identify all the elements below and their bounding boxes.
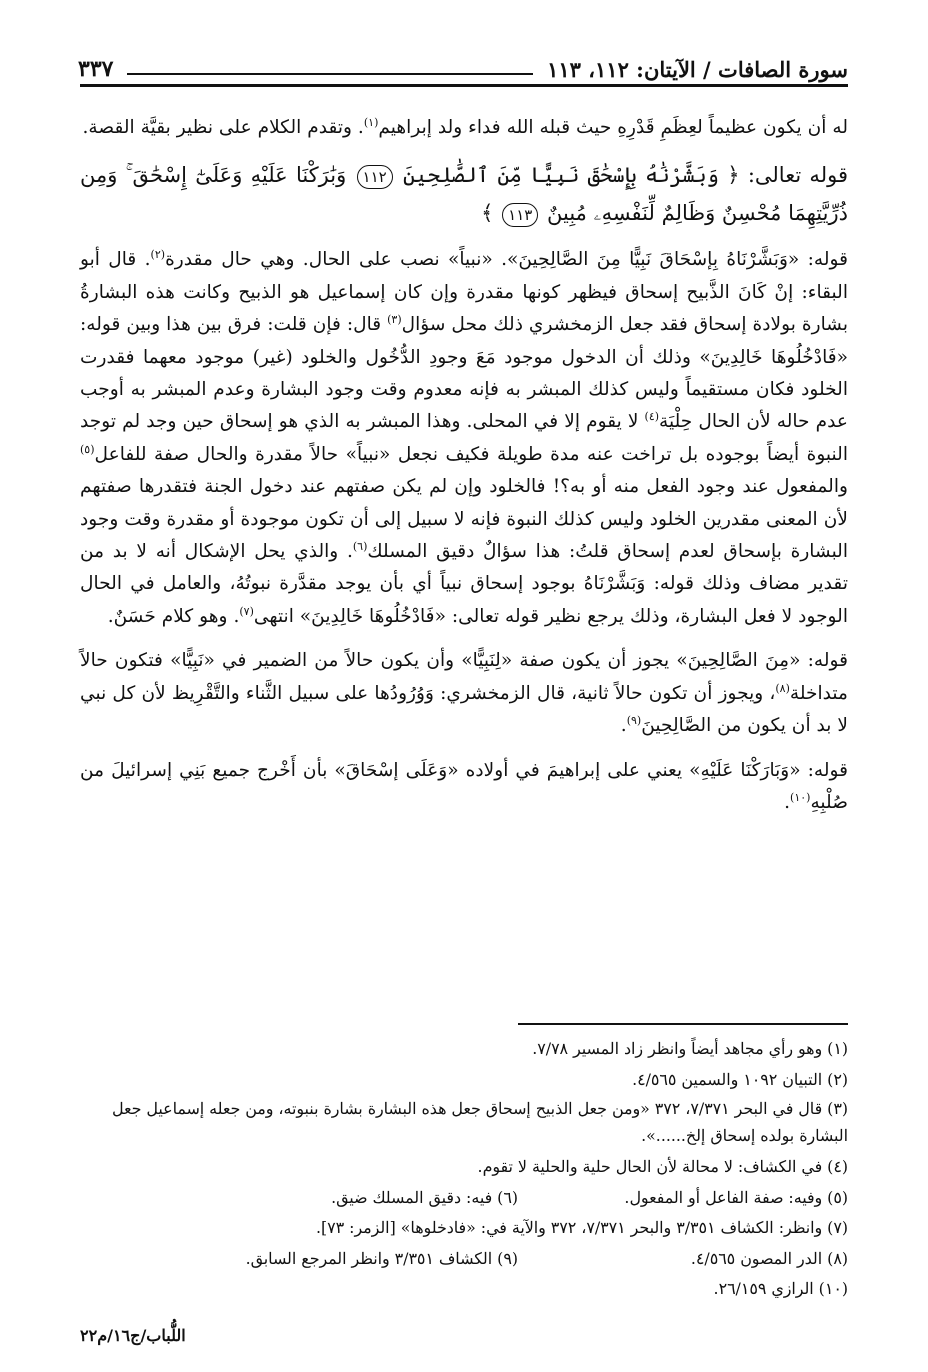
page-number: ٣٣٧ (78, 56, 114, 82)
footnote-separator (518, 1023, 848, 1025)
main-text (80, 112, 848, 819)
footnote-ref: (١٠) (790, 790, 811, 804)
footnotes (80, 1034, 848, 1305)
footnote-ref: (٦) (352, 539, 368, 553)
paragraph-3: قوله: «وَبَشَّرْنَاهُ بِإسْحَاقَ نَبِيًّا مِنَ الصَّالِحِينَ». «نبياً» نصب على الحال. وهي حال مقدرة$^{(٢)}$. قال أبو البقاء: إنْ كَانَ الذَّبيح إسحاق فيظهر كونها مقدرة وإن كان إسماعيل هو الذبيح وكانت هذه البشارةُ بشارة بولادة إسحاق فقد جعل الزمخشري ذلك محل سؤال$^{(٣)}$ قال: فإن قلت: فرق بين هذا وبين قوله: «فَادْخُلُوهَا خَالِدِينَ» وذلك أن الدخول موجود مَعَ وجودِ الدُّخُول والخلود (غير) موجود معهما فقدرت الخلود فكان مستقيماً وليس كذلك المبشر به فإنه معدوم وقت وجود البشارة وعدم المبشر به أوجب عدم حاله لأن الحال حِلْيَة$^{(٤)}$ لا يقوم إلا في المحلى. وهذا المبشر به الذي هو إسحاق حين وجد لم توجد النبوة أيضاً بوجوده بل تراخت عنه مدة طويلة فكيف نجعل «نبياً» حالاً مقدرة والحال صفة للفاعل$^{(٥)}$ والمفعول عند وجود الفعل منه أو به؟! فالخلود وإن لم يكن صفتهم عند دخول الجنة فتقدرها صفتهم لأن المعنى مقدرين الخلود وليس كذلك النبوة فإنه لا سبيل إلى أن تكون موجودة أو مقدرة وقت وجود البشارة بإسحاق لعدم إسحاق قلتُ: هذا سؤالٌ دقيق المسلك$^{(٦)}$. والذي يحل الإشكال أنه لا بد من تقدير مضاف وذلك قوله: وَبَشَّرْنَاهُ بوجود إسحاق نبياً أي بأن يوجد مقدَّرة نبوتُهُ، والعامل في الحال الوجود لا فعل البشارة، وذلك يرجع نظير قوله تعالى: «فَادْخُلُوهَا خَالِدِينَ» انتهى$^{(٧)}$. وهو كلام حَسَنٌ. (80, 248, 849, 627)
footnote-ref: (١) (363, 115, 379, 129)
footnote-ref: (٣) (387, 313, 402, 327)
footnote-7: (٧) وانظر: الكشاف ٣/٣٥١ والبحر ٧/٣٧١، ٣٧٢ والآية في: «فادخلوها» [الزمر: ٧٣]. (315, 1218, 848, 1237)
footnote-1: (١) وهو رأي مجاهد أيضاً وانظر زاد المسير ٧/٧٨. (532, 1039, 848, 1058)
footnote-10: (١٠) الرازي ٢٦/١٥٩. (713, 1279, 848, 1298)
footnote-ref: (٥) (80, 442, 95, 456)
verse-intro: قوله تعالى: (747, 163, 848, 188)
footnote-ref: (٧) (239, 604, 254, 618)
surah-title: سورة الصافات / الآيتان: ١١٢، ١١٣ (547, 57, 848, 82)
footnote-ref: (٩) (626, 713, 642, 727)
footnote-ref: (٢) (150, 248, 166, 262)
header-rule (80, 84, 848, 87)
footnote-4: (٤) في الكشاف: لا محالة لأن الحال حلية والحلية لا تقوم. (477, 1157, 848, 1176)
footnote-ref: (٤) (644, 410, 660, 424)
running-header (78, 44, 848, 82)
footnote-row-5-6 (80, 1183, 848, 1214)
verse-number: ١١٣ (502, 203, 538, 227)
footnote-row-8-9 (80, 1244, 848, 1275)
paragraph-1: له أن يكون عظيماً لعِظَمِ قَدْرِهِ حيث قبله الله فداء ولد إبراهيم$^{(١)}$. وتقدم الكلام على نظير بقيَّة القصة. (82, 115, 848, 138)
verse-number: ١١٢ (357, 165, 393, 189)
quran-verse: قوله تعالى: ﴿ وَبَشَّرْنَٰهُ بِإِسْحَٰقَ نَبِيًّا مِّنَ ٱلصَّٰلِحِينَ ١١٢ وَبَٰرَكْنَا عَلَيْهِ وَعَلَىٰٓ إِسْحَٰقَ ۚ وَمِن ذُرِّيَّتِهِمَا مُحْسِنٌ وَظَالِمٌ لِّنَفْسِهِۦ مُبِينٌ ١١٣ ﴾ (80, 163, 848, 226)
paragraph-4: قوله: «مِنَ الصَّالِحِينَ» يجوز أن يكون صفة «لِنَبِيًّا» وأن يكون حالاً من الضمير في «نَبِيًّا» فتكون حالاً متداخلة$^{(٨)}$، ويجوز أن تكون حالاً ثانية، قال الزمخشري: وَوُرُودُها على سبيل الثَّناء والتَّقْرِيظ لأن كل نبي لا بد أن يكون من الصَّالِحِينَ$^{(٩)}$. (80, 650, 848, 737)
footnote-ref: (٨) (775, 681, 790, 695)
paragraph-5: قوله: «وَبَارَكْنَا عَلَيْهِ» يعني على إبراهيمَ في أولاده «وَعَلَى إسْحَاقَ» بأن أَخْرج جميع بَنِي إسرائيلَ من صُلْبِهِ$^{(١٠)}$. (80, 759, 848, 813)
footnote-3: (٣) قال في البحر ٧/٣٧١، ٣٧٢ «ومن جعل الذبيح إسحاق جعل هذه البشارة بشارة بنبوته، ومن جعله إسماعيل جعل البشارة بولده إسحاق إلخ......». (112, 1099, 848, 1145)
footnote-9: (٩) الكشاف ٣/٣٥١ وانظر المرجع السابق. (245, 1248, 518, 1268)
header-leader-line (127, 73, 533, 75)
footnote-5: (٥) وفيه: صفة الفاعل أو المفعول. (624, 1187, 848, 1207)
footnote-8: (٨) الدر المصون ٤/٥٦٥. (690, 1248, 848, 1268)
footnote-6: (٦) فيه: دقيق المسلك ضيق. (331, 1187, 518, 1207)
footnote-2: (٢) التبيان ١٠٩٢ والسمين ٤/٥٦٥. (632, 1069, 848, 1089)
volume-signature: اللُّباب/ج١٦/م٢٢ (80, 1326, 186, 1345)
